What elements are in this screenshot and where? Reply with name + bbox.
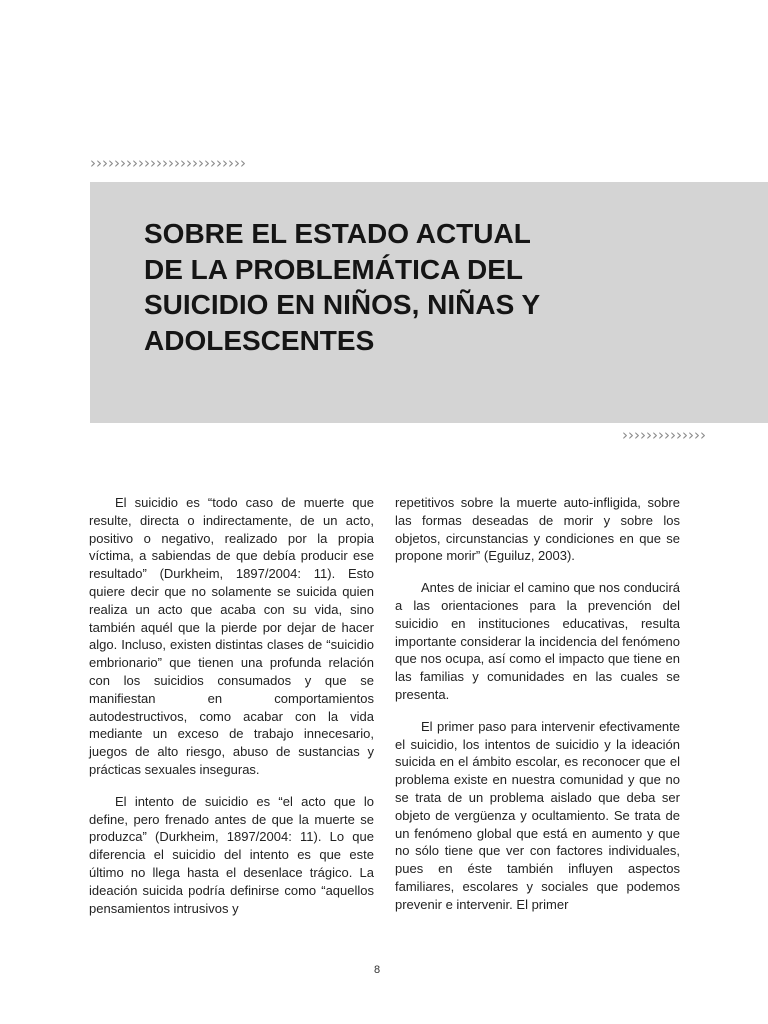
chevron-divider-bottom: ›››››››››››››› (622, 426, 706, 444)
text-column-left (89, 494, 374, 931)
body-paragraph: El intento de suicidio es “el acto que lo define, pero frenado antes de que la muerte se produzca” (Durkheim, 1897/2004: 11). Lo que diferencia el suicidio del intento es que este último no llega hasta el desenlace trágico. La ideación suicida podría definirse como “aquellos pensamientos intrusivos y (89, 793, 374, 916)
chapter-title-line: SUICIDIO EN NIÑOS, NIÑAS Y (144, 289, 541, 320)
chapter-title-band (90, 182, 768, 423)
body-paragraph: Antes de iniciar el camino que nos conducirá a las orientaciones para la prevención del suicidio en instituciones educativas, resulta importante considerar la incidencia del fenómeno que nos ocupa, así como el impacto que tiene en las familias y comunidades en las cuales se presenta. (395, 580, 680, 702)
chapter-title-line: DE LA PROBLEMÁTICA DEL (144, 253, 524, 285)
text-column-right (395, 494, 680, 928)
chevron-divider-top: ›››››››››››››››››››››››››› (90, 154, 246, 172)
body-paragraph: El primer paso para intervenir efectivamente el suicidio, los intentos de suicidio y la ideación suicida en el ámbito escolar, es reconocer que el problema existe en nuestra comunidad y que no se trata de un problema aislado que deba ser objeto de vergüenza y ocultamiento. Se trata de un fenómeno global que está en aumento y que no sólo tiene que ver con factores individuales, pues en éste también influyen aspectos familiares, escolares y sociales que podemos prevenir e intervenir. El primer (395, 718, 680, 912)
body-paragraph: El suicidio es “todo caso de muerte que resulte, directa o indirectamente, de un acto, positivo o negativo, realizado por la propia víctima, a sabiendas de que debía producir ese resultado” (Durkheim, 1897/2004: 11). Esto quiere decir que no solamente se suicida quien realiza un acto que acaba con su vida, sino también aquél que la pierde por dejar de hacer algo. Incluso, existen distintas clases de “suicidio embrionario” que tienen una profunda relación con los suicidios consumados y que se manifiestan en comportamientos autodestructivos, como acabar con la vida mediante un exceso de trabajo innecesario, juegos de alto riesgo, abuso de sustancias y prácticas sexuales inseguras. (89, 495, 374, 777)
page-number: 8 (373, 964, 381, 976)
chapter-title (144, 216, 644, 358)
chapter-title-line: ADOLESCENTES (144, 324, 375, 356)
chapter-title-line: SOBRE EL ESTADO ACTUAL (144, 218, 531, 249)
body-paragraph-continued: repetitivos sobre la muerte auto-infligida, sobre las formas deseadas de morir y sobre los objetos, circunstancias y condiciones en que se propone morir” (Eguiluz, 2003). (395, 495, 680, 564)
